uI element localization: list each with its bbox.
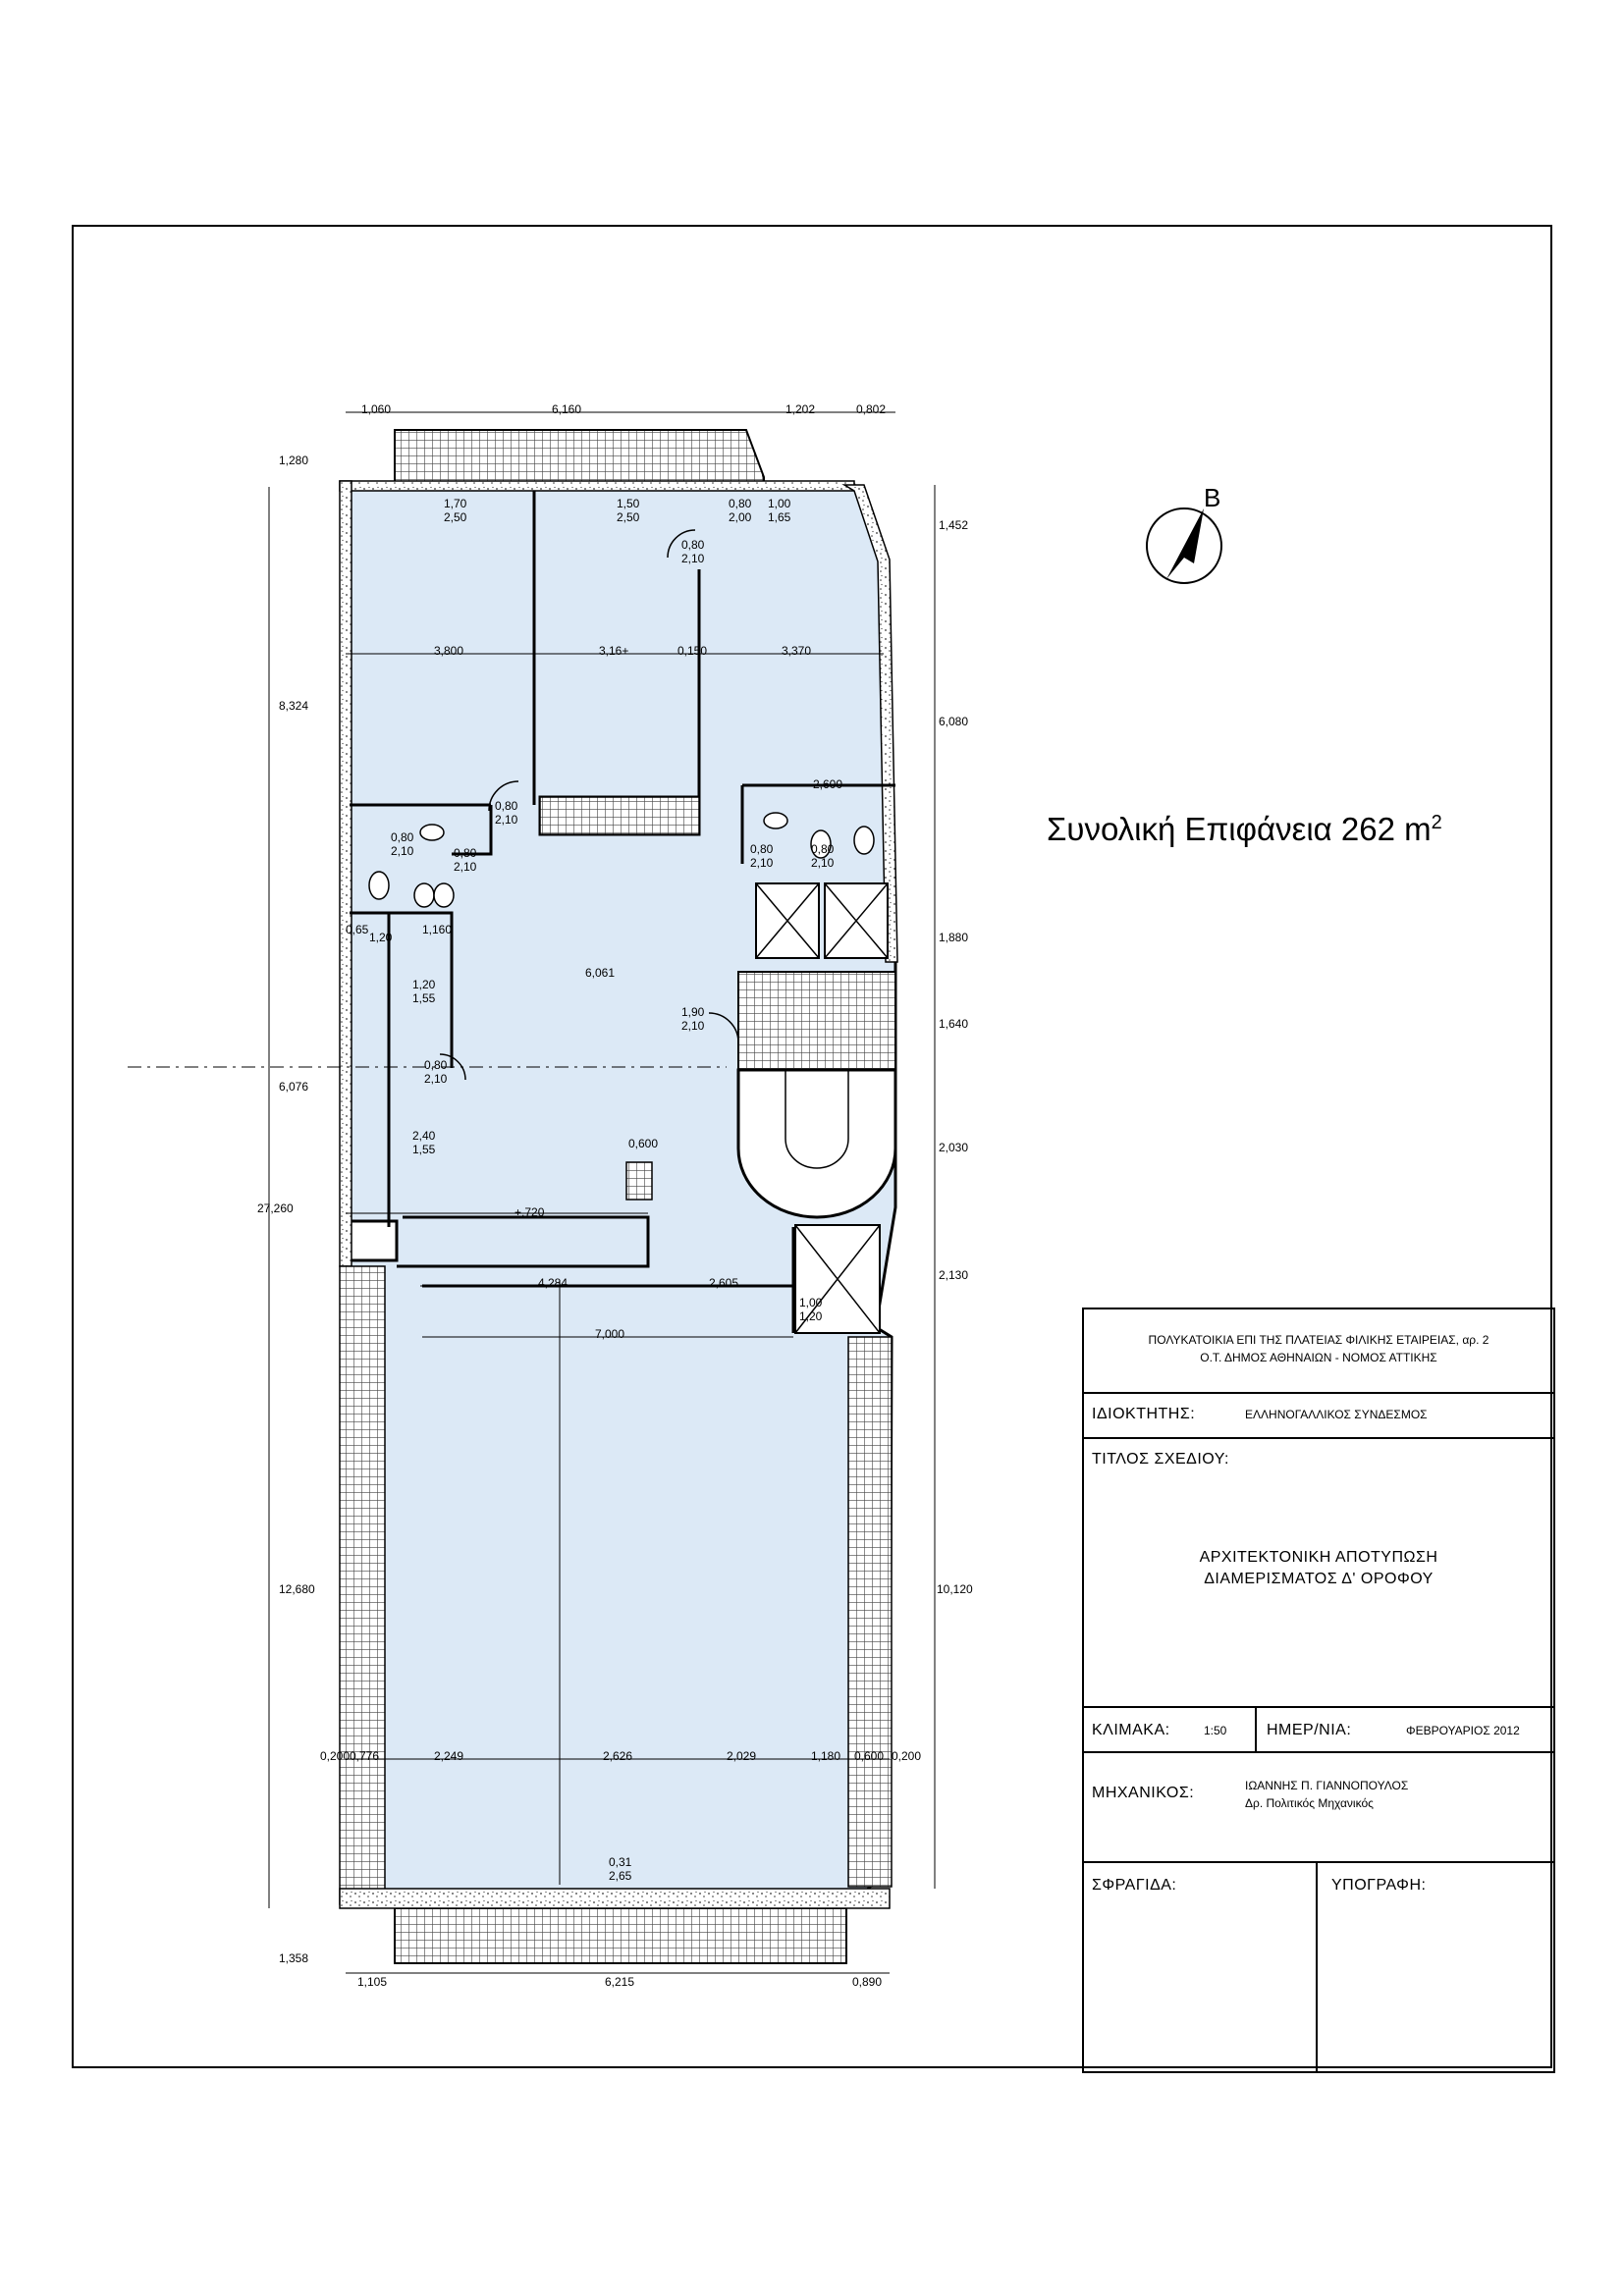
opening-label: 2,10 [811,856,835,870]
dim-int-10: 4,284 [538,1276,568,1290]
opening-label: 1,20 [799,1309,823,1323]
dim-bot-row-3: 2,249 [434,1749,464,1763]
dim-right-1: 1,452 [939,518,969,532]
north-arrow [1147,508,1221,583]
dim-int-6: 1,160 [422,923,453,936]
stamp-label: ΣΦΡΑΓΙΔΑ: [1092,1877,1177,1894]
dim-int-5: 2,600 [813,777,843,791]
opening-label: 2,00 [729,510,752,524]
wall-east-lower [848,1337,892,1887]
dim-right-3: 1,880 [939,931,969,944]
dim-int-4: 3,370 [782,644,812,658]
dim-bot-row-5: 2,029 [727,1749,757,1763]
dim-right-4: 1,640 [939,1017,969,1031]
opening-label: 2,65 [609,1869,632,1883]
wall-west-lower [340,1266,385,1904]
opening-label: 2,50 [617,510,640,524]
opening-label: 0,31 [609,1855,632,1869]
dim-int-1: 3,800 [434,644,464,658]
north-label: B [1204,483,1221,512]
wall-north [340,481,854,491]
engineer-title: Δρ. Πολιτικός Μηχανικός [1245,1796,1374,1810]
dim-left-4: 27,260 [257,1201,294,1215]
signature-label: ΥΠΟΓΡΑΦΗ: [1331,1877,1427,1894]
north-balcony [395,430,764,485]
dim-int-3: 0,150 [677,644,708,658]
wall-west-upper [340,481,352,1266]
dim-left-2: 8,324 [279,699,309,713]
opening-label: 0,80 [729,497,752,510]
dim-bottom-2: 6,215 [605,1975,635,1989]
opening-label: 0,65 [346,923,369,936]
opening-label: 0,80 [495,799,518,813]
opening-label: 1,50 [617,497,640,510]
dim-bot-row-6: 1,180 [811,1749,841,1763]
drawing-title-line2: ΔΙΑΜΕΡΙΣΜΑΤΟΣ Δ' ΟΡΟΦΟΥ [1204,1571,1434,1587]
opening-label: 2,40 [412,1129,436,1143]
dim-int-12: 7,000 [595,1327,625,1341]
opening-label: 1,20 [369,931,393,944]
project-address-line2: Ο.Τ. ΔΗΜΟΣ ΑΘΗΝΑΙΩΝ - ΝΟΜΟΣ ΑΤΤΙΚΗΣ [1200,1351,1437,1364]
scale-value: 1:50 [1204,1724,1227,1737]
scale-date-row [1084,1708,1553,1753]
dim-bottom-1: 1,105 [357,1975,388,1989]
opening-label: 2,10 [681,552,705,565]
dim-bot-row-2: 0,776 [350,1749,380,1763]
total-area-label [1047,811,1442,848]
divider [1255,1708,1257,1751]
date-value: ΦΕΒΡΟΥΑΡΙΟΣ 2012 [1406,1724,1520,1737]
owner-row [1084,1394,1553,1439]
total-area-text: Συνολική Επιφάνεια 262 m [1047,811,1432,847]
dim-top-4: 0,802 [856,402,887,416]
drawing-title-line1: ΑΡΧΙΤΕΚΤΟΝΙΚΗ ΑΠΟΤΥΠΩΣΗ [1199,1549,1438,1566]
drawing-title-row [1084,1439,1553,1708]
dim-right-7: 10,120 [937,1582,973,1596]
dim-top-1: 1,060 [361,402,392,416]
dim-left-1: 1,280 [279,454,309,467]
dim-int-2: 3,16+ [599,644,629,658]
owner-value: ΕΛΛΗΝΟΓΑΛΛΙΚΟΣ ΣΥΝΔΕΣΜΟΣ [1245,1408,1428,1421]
opening-label: 2,50 [444,510,467,524]
wall-south [340,1889,890,1908]
dim-bottom-3: 0,890 [852,1975,883,1989]
date-label: ΗΜΕΡ/ΝΙΑ: [1267,1722,1352,1738]
lobby-tiles [738,972,895,1070]
owner-label: ΙΔΙΟΚΤΗΤΗΣ: [1092,1406,1196,1422]
kitchen-counter [540,797,699,834]
opening-label: 0,80 [424,1058,448,1072]
opening-label: 1,90 [681,1005,705,1019]
dim-bot-row-8: 0,200 [892,1749,922,1763]
dim-bot-row-1: 0,200 [320,1749,351,1763]
opening-label: 0,80 [454,846,477,860]
opening-label: 0,80 [391,830,414,844]
opening-label: 1,20 [412,978,436,991]
engineer-label: ΜΗΧΑΝΙΚΟΣ: [1092,1785,1195,1801]
project-row [1084,1309,1553,1394]
engineer-name: ΙΩΑΝΝΗΣ Π. ΓΙΑΝΝΟΠΟΥΛΟΣ [1245,1779,1409,1792]
opening-label: 2,10 [750,856,774,870]
staircase [738,1070,895,1217]
dim-int-11: 2,605 [709,1276,739,1290]
area-unit-superscript: 2 [1431,812,1442,833]
opening-label: 1,55 [412,1143,436,1156]
dim-int-7: 6,061 [585,966,616,980]
opening-label: 2,10 [424,1072,448,1086]
opening-label: 1,55 [412,991,436,1005]
dim-left-6: 1,358 [279,1951,309,1965]
dim-right-6: 2,130 [939,1268,969,1282]
opening-label: 1,65 [768,510,791,524]
dim-bot-row-7: 0,600 [854,1749,885,1763]
dim-right-2: 6,080 [939,715,969,728]
store-room [626,1162,652,1200]
engineer-row [1084,1753,1553,1863]
opening-label: 2,10 [391,844,414,858]
opening-label: 0,80 [681,538,705,552]
scale-label: ΚΛΙΜΑΚΑ: [1092,1722,1170,1738]
dim-right-5: 2,030 [939,1141,969,1154]
dim-int-8: +,720 [514,1205,545,1219]
drawing-title-label: ΤΙΤΛΟΣ ΣΧΕΔΙΟΥ: [1092,1451,1229,1468]
dim-bot-row-4: 2,626 [603,1749,633,1763]
opening-label: 2,10 [681,1019,705,1033]
stamp-signature-row [1084,1863,1553,2071]
dim-left-3: 6,076 [279,1080,309,1094]
opening-label: 1,00 [768,497,791,510]
opening-label: 2,10 [454,860,477,874]
dim-left-5: 12,680 [279,1582,315,1596]
opening-label: 0,80 [750,842,774,856]
opening-label: 0,80 [811,842,835,856]
dim-top-2: 6,160 [552,402,582,416]
south-balcony [395,1908,846,1963]
title-block [1082,1308,1555,2073]
project-address-line1: ΠΟΛΥΚΑΤΟΙΚΙΑ ΕΠΙ ΤΗΣ ΠΛΑΤΕΙΑΣ ΦΙΛΙΚΗΣ ΕΤΑΙΡΕΙΑΣ, αρ. 2 [1148,1333,1489,1347]
opening-label: 1,70 [444,497,467,510]
dim-top-3: 1,202 [785,402,816,416]
divider [1316,1863,1318,2071]
dim-int-9: 0,600 [628,1137,659,1150]
opening-label: 2,10 [495,813,518,827]
opening-label: 1,00 [799,1296,823,1309]
